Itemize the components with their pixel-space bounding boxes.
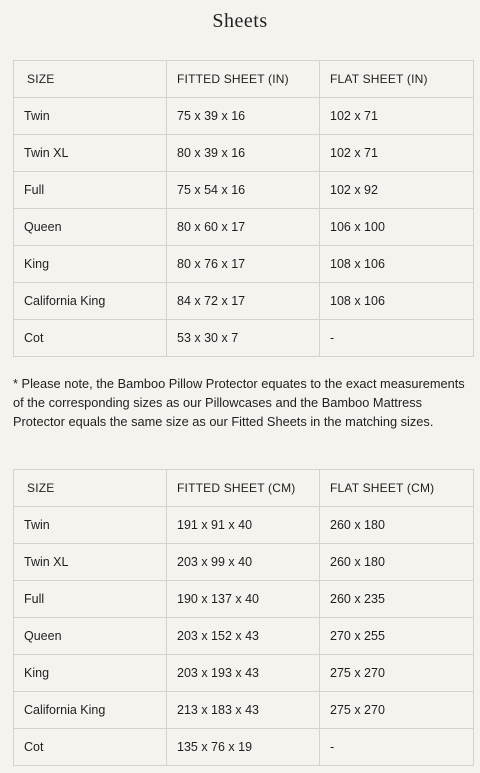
table-row (14, 135, 474, 172)
size-cell: Full (14, 172, 167, 209)
table-row (14, 98, 474, 135)
fitted-sheet-cell: 80 x 39 x 16 (167, 135, 320, 172)
size-cell: Twin (14, 98, 167, 135)
flat-sheet-cell: 102 x 92 (320, 172, 474, 209)
fitted-sheet-cell: 53 x 30 x 7 (167, 320, 320, 357)
fitted-sheet-cell: 80 x 76 x 17 (167, 246, 320, 283)
size-cell: Twin (14, 507, 167, 544)
flat-sheet-cell: 260 x 180 (320, 544, 474, 581)
size-cell: King (14, 246, 167, 283)
column-header-fitted-sheet: FITTED SHEET (IN) (167, 61, 320, 98)
size-cell: California King (14, 283, 167, 320)
fitted-sheet-cell: 203 x 152 x 43 (167, 618, 320, 655)
column-header-size: SIZE (14, 61, 167, 98)
table-row (14, 692, 474, 729)
flat-sheet-cell: 275 x 270 (320, 655, 474, 692)
fitted-sheet-cell: 203 x 99 x 40 (167, 544, 320, 581)
fitted-sheet-cell: 75 x 54 x 16 (167, 172, 320, 209)
column-header-flat-sheet: FLAT SHEET (IN) (320, 61, 474, 98)
size-cell: Full (14, 581, 167, 618)
table-row (14, 320, 474, 357)
table-row (14, 507, 474, 544)
size-cell: California King (14, 692, 167, 729)
size-table-inches (13, 60, 474, 357)
size-cell: Cot (14, 729, 167, 766)
flat-sheet-cell: 260 x 235 (320, 581, 474, 618)
table-header-row (14, 61, 474, 98)
fitted-sheet-cell: 80 x 60 x 17 (167, 209, 320, 246)
fitted-sheet-cell: 84 x 72 x 17 (167, 283, 320, 320)
fitted-sheet-cell: 135 x 76 x 19 (167, 729, 320, 766)
fitted-sheet-cell: 75 x 39 x 16 (167, 98, 320, 135)
size-table-centimeters (13, 469, 474, 766)
table-row (14, 172, 474, 209)
size-cell: Cot (14, 320, 167, 357)
flat-sheet-cell: 108 x 106 (320, 246, 474, 283)
flat-sheet-cell: 270 x 255 (320, 618, 474, 655)
table-row (14, 283, 474, 320)
flat-sheet-cell: - (320, 320, 474, 357)
flat-sheet-cell: 275 x 270 (320, 692, 474, 729)
flat-sheet-cell: 260 x 180 (320, 507, 474, 544)
fitted-sheet-cell: 203 x 193 x 43 (167, 655, 320, 692)
column-header-flat-sheet: FLAT SHEET (CM) (320, 470, 474, 507)
size-cell: Twin XL (14, 135, 167, 172)
column-header-size: SIZE (14, 470, 167, 507)
fitted-sheet-cell: 190 x 137 x 40 (167, 581, 320, 618)
table-row (14, 544, 474, 581)
flat-sheet-cell: 102 x 71 (320, 135, 474, 172)
size-cell: King (14, 655, 167, 692)
size-cell: Queen (14, 618, 167, 655)
table-row (14, 655, 474, 692)
table-row (14, 729, 474, 766)
table-header-row (14, 470, 474, 507)
fitted-sheet-cell: 213 x 183 x 43 (167, 692, 320, 729)
table-row (14, 618, 474, 655)
table-row (14, 209, 474, 246)
page-title: Sheets (212, 10, 268, 32)
size-cell: Twin XL (14, 544, 167, 581)
column-header-fitted-sheet: FITTED SHEET (CM) (167, 470, 320, 507)
protector-size-note: * Please note, the Bamboo Pillow Protector equates to the exact measurements of the corresponding sizes as our Pillowcases and the Bamboo Mattress Protector equals the same size as our Fitted Sheets in the matching sizes. (13, 376, 465, 429)
table-row (14, 246, 474, 283)
flat-sheet-cell: 108 x 106 (320, 283, 474, 320)
table-row (14, 581, 474, 618)
flat-sheet-cell: - (320, 729, 474, 766)
flat-sheet-cell: 106 x 100 (320, 209, 474, 246)
size-cell: Queen (14, 209, 167, 246)
flat-sheet-cell: 102 x 71 (320, 98, 474, 135)
fitted-sheet-cell: 191 x 91 x 40 (167, 507, 320, 544)
